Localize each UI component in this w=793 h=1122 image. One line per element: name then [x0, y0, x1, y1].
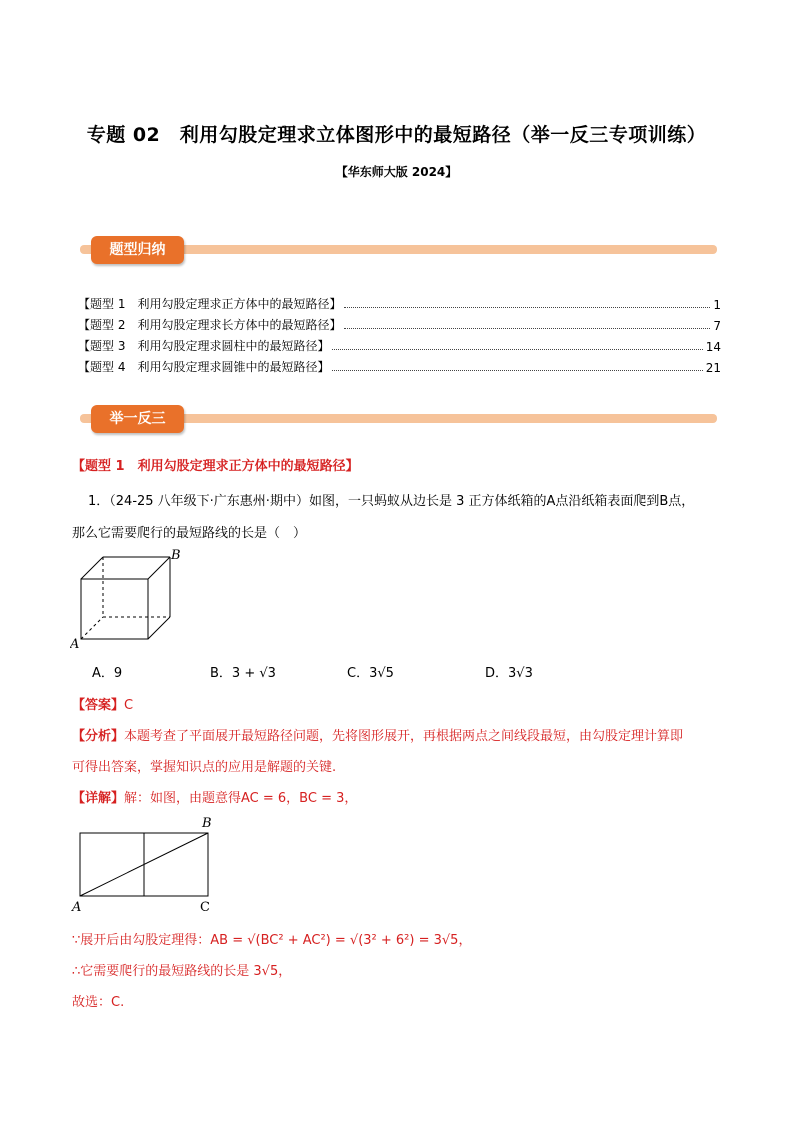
analysis-text: 本题考查了平面展开最短路径问题，先将图形展开，再根据两点之间线段最短，由勾股定理计算即: [124, 729, 684, 744]
choice-value: 3 + √3: [231, 666, 276, 681]
choice-b[interactable]: [210, 662, 276, 681]
toc-item-page: 21: [705, 361, 721, 375]
cube-label-b: B: [171, 548, 181, 563]
question-line-2: 那么它需要爬行的最短路线的长是（ ）: [72, 526, 307, 541]
analysis-line-2: 可得出答案，掌握知识点的应用是解题的关键.: [72, 760, 337, 775]
toc-item-page: 14: [705, 340, 721, 354]
detail-text: 解：如图，由题意得AC = 6，BC = 3，: [124, 791, 358, 806]
answer-tag: 【答案】: [72, 698, 125, 713]
toc-leader: [332, 349, 702, 350]
choice-value: 3√5: [369, 666, 394, 681]
unfold-label-a: A: [72, 900, 82, 915]
toc-item-label: 【题型 4 利用勾股定理求圆锥中的最短路径】: [78, 360, 330, 374]
solution-step-3: 故选：C.: [72, 995, 125, 1010]
choice-a[interactable]: [92, 662, 122, 681]
detail-tag: 【详解】: [72, 791, 125, 806]
toc-item-page: 1: [713, 298, 721, 312]
choice-value: 3√3: [508, 666, 533, 681]
page-subtitle: 【华东师大版 2024】: [335, 165, 458, 179]
toc-item-page: 7: [713, 319, 721, 333]
analysis-line-1: [72, 725, 683, 744]
solution-step-2: ∴它需要爬行的最短路线的长是 3√5，: [72, 964, 292, 979]
toc-leader: [344, 328, 710, 329]
answer-value: C: [124, 698, 134, 713]
toc-item-label: 【题型 2 利用勾股定理求长方体中的最短路径】: [78, 318, 342, 332]
choice-letter: A．: [92, 666, 114, 681]
unfold-label-b: B: [202, 816, 212, 831]
toc-leader: [344, 307, 710, 308]
toc-item[interactable]: [78, 313, 721, 333]
cube-figure: [70, 548, 190, 654]
choice-letter: C．: [347, 666, 370, 681]
choice-c[interactable]: [347, 662, 394, 681]
toc-item[interactable]: [78, 334, 721, 354]
choice-d[interactable]: [485, 662, 533, 681]
analysis-tag: 【分析】: [72, 729, 125, 744]
detail-line: [72, 787, 357, 806]
page-title: 专题 02 利用勾股定理求立体图形中的最短路径（举一反三专项训练）: [86, 124, 707, 146]
section-label-practice: 举一反三: [91, 405, 184, 433]
cube-label-a: A: [70, 637, 80, 652]
toc-item[interactable]: [78, 355, 721, 375]
toc-item[interactable]: [78, 292, 721, 312]
toc-item-label: 【题型 1 利用勾股定理求正方体中的最短路径】: [78, 297, 342, 311]
unfold-label-c: C: [200, 900, 210, 915]
section-label-summary: 题型归纳: [91, 236, 184, 264]
solution-step-1: ∵展开后由勾股定理得：AB = √(BC² + AC²) = √(3² + 6²) = 3√5，: [72, 933, 472, 948]
unfold-figure: [70, 815, 220, 915]
choice-letter: D．: [485, 666, 509, 681]
choice-letter: B．: [210, 666, 232, 681]
choice-value: 9: [113, 666, 123, 681]
answer-line: [72, 694, 133, 713]
toc-item-label: 【题型 3 利用勾股定理求圆柱中的最短路径】: [78, 339, 330, 353]
question-line-1: 1．（24-25 八年级下·广东惠州·期中）如图，一只蚂蚁从边长是 3 正方体纸箱的A点沿纸箱表面爬到B点，: [88, 494, 695, 509]
topic-heading: 【题型 1 利用勾股定理求正方体中的最短路径】: [72, 459, 359, 474]
toc-leader: [332, 370, 702, 371]
